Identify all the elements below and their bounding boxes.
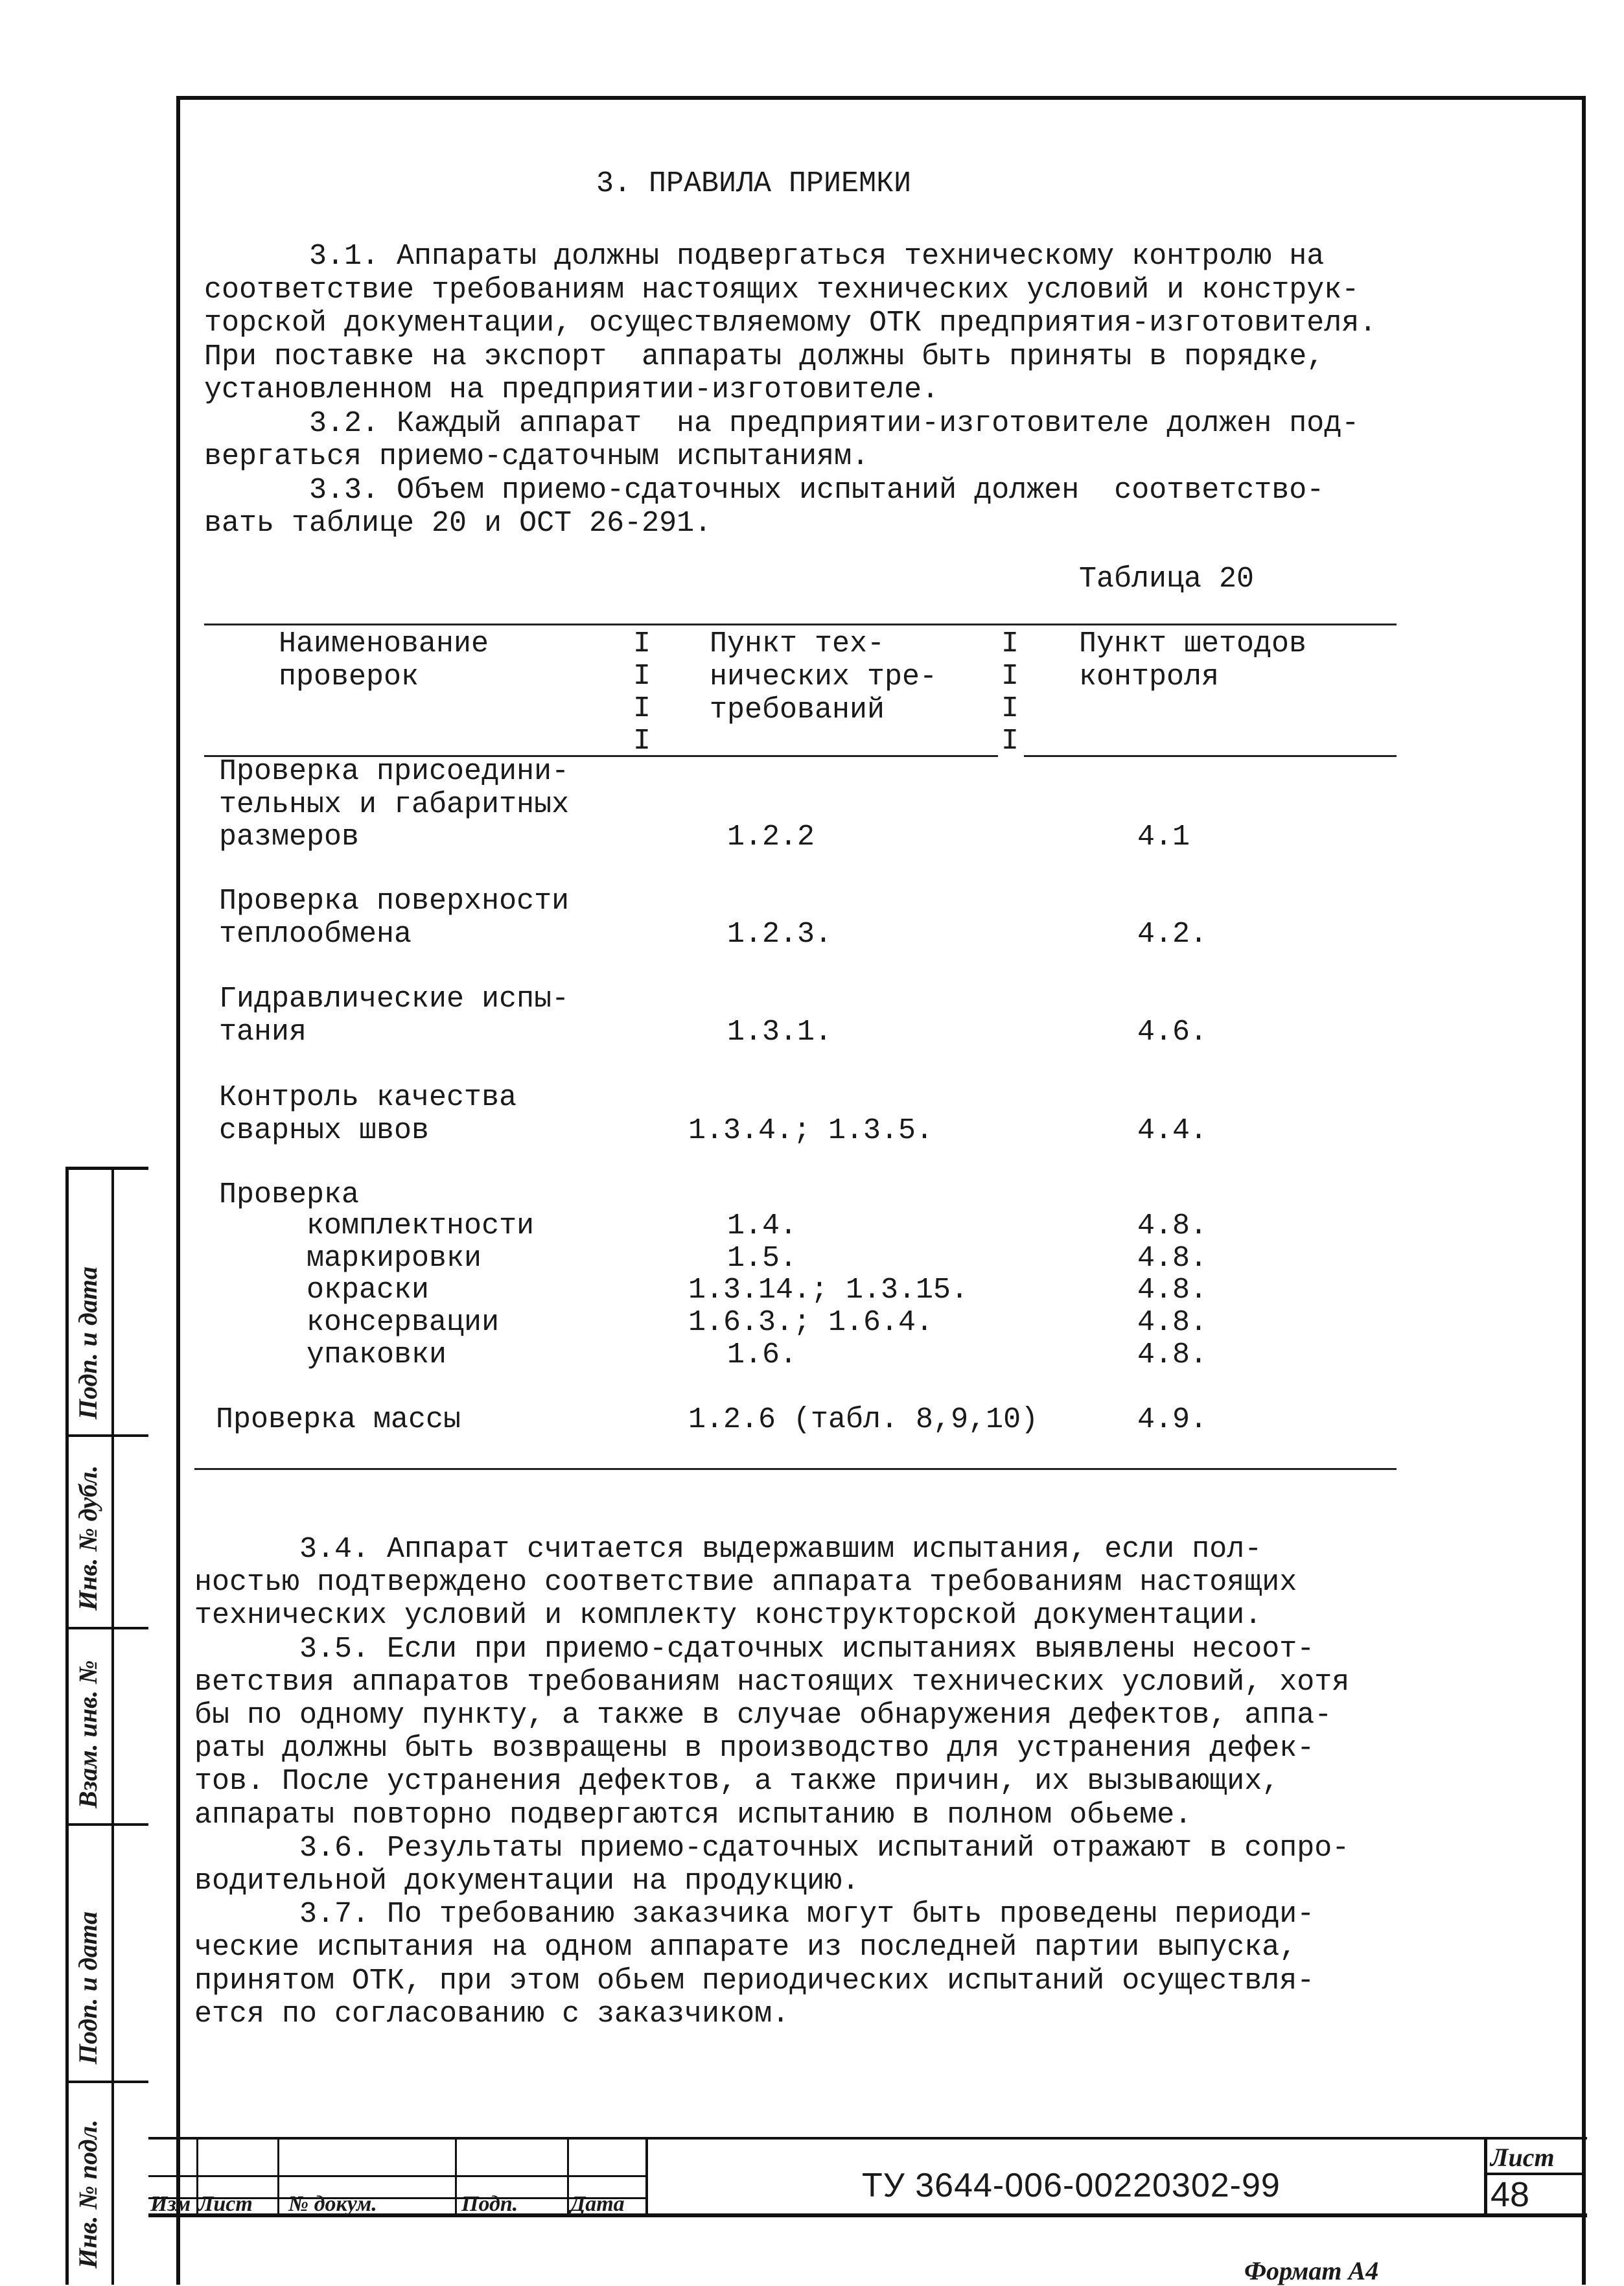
table-cell-method: 4.8. <box>1137 1209 1208 1242</box>
table-cell-check-name: маркировки <box>219 1242 482 1275</box>
paragraph-line: 3.4. Аппарат считается выдержавшим испытания, если пол- <box>194 1533 1262 1566</box>
side-cell-border <box>65 1434 148 1437</box>
table-cell-check-name: Контроль качества <box>219 1081 517 1114</box>
side-cell-border <box>65 1627 148 1629</box>
table-cell-check-name: тания <box>219 1015 307 1049</box>
paragraph-line: установленном на предприятии-изготовителе. <box>204 373 940 406</box>
header-separator: I <box>1001 627 1019 660</box>
table-cell-check-name: Проверка присоедини- <box>219 755 570 788</box>
format-label: Формат А4 <box>1244 2256 1379 2285</box>
table-cell-requirement: 1.4. <box>727 1209 798 1242</box>
sheet-number: 48 <box>1491 2175 1530 2214</box>
paragraph-line: ческие испытания на одном аппарате из последней партии выпуска, <box>194 1931 1297 1965</box>
paragraph-line: вергаться приемо-сдаточным испытаниям. <box>204 440 870 473</box>
side-label-sign-date-2: Подп. и дата <box>73 1911 102 2064</box>
table-cell-check-name: консервации <box>219 1306 500 1339</box>
table-cell-requirement: 1.2.2 <box>727 821 815 854</box>
paragraph-line: технических условий и комплекту конструкторской документации. <box>194 1599 1262 1633</box>
header-col-requirements: Пункт тех- <box>710 627 885 660</box>
stamp-top-rule <box>148 2137 1587 2140</box>
side-cell-border <box>65 1823 148 1826</box>
stamp-label-sheet: Лист <box>198 2192 253 2216</box>
stamp-label-rev: Изм <box>150 2192 191 2216</box>
stamp-col-rule <box>1484 2137 1487 2217</box>
paragraph-line: 3.6. Результаты приемо-сдаточных испытаний отражают в сопро- <box>194 1831 1350 1865</box>
header-separator: I <box>633 725 651 758</box>
paragraph-line: вать таблице 20 и ОСТ 26-291. <box>204 507 712 540</box>
table-cell-check-name: размеров <box>219 821 360 854</box>
table-cell-check-name: Гидравлические испы- <box>219 983 570 1016</box>
paragraph-line: 3.5. Если при приемо-сдаточных испытаниях выявлены несоот- <box>194 1632 1315 1666</box>
table-cell-method: 4.4. <box>1137 1114 1208 1147</box>
table-cell-requirement: 1.2.6 (табл. 8,9,10) <box>688 1403 1039 1436</box>
table-cell-requirement: 1.2.3. <box>727 917 833 951</box>
header-col-checks: проверок <box>279 660 419 694</box>
side-label-sign-date-1: Подп. и дата <box>73 1266 102 1419</box>
table-cell-requirement: 1.6.3.; 1.6.4. <box>688 1306 934 1339</box>
paragraph-line: водительной документации на продукцию. <box>194 1865 860 1898</box>
paragraph-line: бы по одному пункту, а также в случае обнаружения дефектов, аппа- <box>194 1699 1332 1732</box>
paragraph-line: При поставке на экспорт аппараты должны быть приняты в порядке, <box>204 340 1325 373</box>
stamp-row-rule <box>148 2175 647 2177</box>
stamp-col-rule <box>455 2137 457 2217</box>
table-cell-method: 4.8. <box>1137 1306 1208 1339</box>
table-cell-requirement: 1.6. <box>727 1338 798 1371</box>
side-label-repl-inv: Взам. инв. № <box>73 1660 102 1808</box>
header-separator: I <box>1001 660 1019 693</box>
header-separator: I <box>1001 725 1019 758</box>
header-rule-2 <box>655 755 998 757</box>
table-cell-method: 4.8. <box>1137 1242 1208 1275</box>
table-cell-check-name: Проверка массы <box>216 1403 461 1436</box>
paragraph-line: соответствие требованиям настоящих технических условий и конструк- <box>204 273 1360 307</box>
paragraph-line: 3.2. Каждый аппарат на предприятии-изготовителе должен под- <box>204 406 1360 440</box>
table-cell-method: 4.9. <box>1137 1403 1208 1436</box>
table-caption: Таблица 20 <box>1079 563 1255 596</box>
header-rule-3 <box>1024 755 1397 757</box>
table-cell-method: 4.6. <box>1137 1015 1208 1049</box>
paragraph-line: торской документации, осуществляемому ОТК предприятия-изготовителя. <box>204 307 1377 340</box>
header-col-methods: Пункт шетодов <box>1079 627 1307 660</box>
header-separator: I <box>633 660 651 693</box>
section-title: 3. ПРАВИЛА ПРИЕМКИ <box>596 167 912 200</box>
stamp-col-rule <box>277 2137 279 2217</box>
header-col-requirements: нических тре- <box>710 660 938 694</box>
table-cell-method: 4.2. <box>1137 917 1208 951</box>
table-cell-requirement: 1.3.14.; 1.3.15. <box>688 1274 969 1307</box>
table-bottom-rule <box>194 1468 1397 1470</box>
paragraph-line: аппараты повторно подвергаются испытанию в полном обьеме. <box>194 1798 1192 1832</box>
table-cell-check-name: Проверка <box>219 1178 360 1211</box>
table-cell-check-name: сварных швов <box>219 1114 430 1147</box>
table-cell-method: 4.8. <box>1137 1274 1208 1307</box>
table-cell-method: 4.1 <box>1137 821 1190 854</box>
paragraph-line: 3.1. Аппараты должны подвергаться техническому контролю на <box>204 240 1325 273</box>
header-col-requirements: требований <box>710 694 885 727</box>
table-cell-requirement: 1.3.4.; 1.3.5. <box>688 1114 934 1147</box>
table-cell-requirement: 1.3.1. <box>727 1015 833 1049</box>
side-strip-divider <box>111 1167 114 2285</box>
table-cell-check-name: окраски <box>219 1274 430 1307</box>
table-cell-check-name: Проверка поверхности <box>219 885 570 918</box>
paragraph-line: раты должны быть возвращены в производство для устранения дефек- <box>194 1732 1315 1766</box>
paragraph-line: 3.7. По требованию заказчика могут быть проведены периоди- <box>194 1898 1315 1931</box>
table-cell-method: 4.8. <box>1137 1338 1208 1371</box>
paragraph-line: тов. После устранения дефектов, а также причин, их вызывающих, <box>194 1765 1280 1799</box>
paragraph-line: ветствия аппаратов требованиям настоящих технических условий, хотя <box>194 1665 1350 1699</box>
table-cell-requirement: 1.5. <box>727 1242 798 1275</box>
stamp-label-docno: № докум. <box>288 2192 377 2216</box>
stamp-col-rule <box>567 2137 569 2217</box>
stamp-label-sign: Подп. <box>461 2192 518 2216</box>
side-label-orig-inv: Инв. № подл. <box>73 2119 102 2269</box>
table-cell-check-name: комплектности <box>219 1209 535 1242</box>
table-cell-check-name: теплообмена <box>219 917 412 951</box>
table-cell-check-name: упаковки <box>219 1338 447 1371</box>
paragraph-line: 3.3. Объем приемо-сдаточных испытаний должен соответство- <box>204 473 1325 507</box>
document-number: ТУ 3644-006-00220302-99 <box>862 2167 1281 2204</box>
header-col-methods: контроля <box>1079 660 1220 694</box>
header-col-checks: Наименование <box>279 627 489 660</box>
stamp-col-rule <box>645 2137 648 2217</box>
table-top-rule <box>204 624 1397 625</box>
table-cell-check-name: тельных и габаритных <box>219 787 570 821</box>
stamp-label-date: Дата <box>570 2192 625 2216</box>
sheet-label: Лист <box>1491 2143 1555 2172</box>
paragraph-line: принятом ОТК, при этом обьем периодических испытаний осуществля- <box>194 1964 1315 1998</box>
side-label-dup-inv: Инв. № дубл. <box>73 1465 102 1611</box>
header-separator: I <box>633 692 651 725</box>
paragraph-line: ностью подтверждено соответствие аппарата требованиям настоящих <box>194 1566 1297 1600</box>
paragraph-line: ется по согласованию с заказчиком. <box>194 1997 790 2031</box>
header-separator: I <box>633 627 651 660</box>
side-cell-border <box>65 2081 148 2083</box>
header-separator: I <box>1001 692 1019 725</box>
